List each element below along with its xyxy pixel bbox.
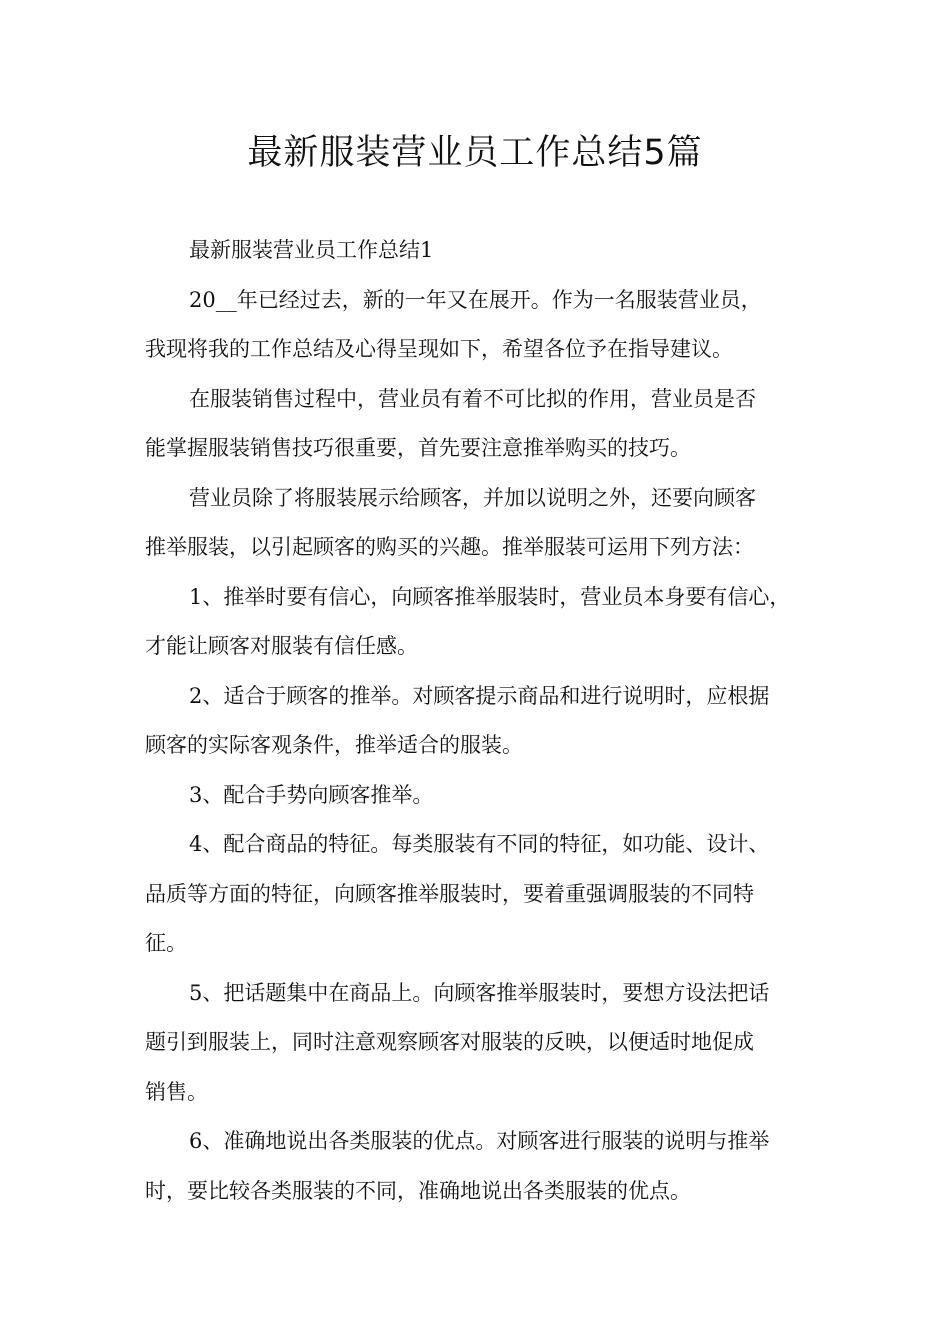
paragraph-line: 20__年已经过去，新的一年又在展开。作为一名服装营业员，: [189, 287, 762, 312]
paragraph-line: 题引到服装上，同时注意观察顾客对服装的反映，以便适时地促成: [145, 1030, 754, 1054]
document-body: [145, 226, 809, 1216]
paragraph-line: 时，要比较各类服装的不同，准确地说出各类服装的优点。: [145, 1178, 691, 1203]
paragraph-1: [145, 276, 809, 375]
paragraph-2: [145, 375, 809, 474]
section-heading: 最新服装营业员工作总结1: [189, 238, 434, 262]
paragraph-line: 6、准确地说出各类服装的优点。对顾客进行服装的说明与推举: [189, 1129, 770, 1153]
paragraph-line: 2、适合于顾客的推举。对顾客提示商品和进行说明时，应根据: [189, 683, 770, 708]
paragraph-line: 推举服装，以引起顾客的购买的兴趣。推举服装可运用下列方法：: [145, 535, 754, 559]
paragraph-line: 才能让顾客对服装有信任感。: [145, 634, 418, 658]
paragraph-3: [145, 474, 809, 573]
paragraph-line: 品质等方面的特征，向顾客推举服装时，要着重强调服装的不同特: [145, 881, 754, 906]
paragraph-line: 在服装销售过程中，营业员有着不可比拟的作用，营业员是否: [189, 386, 756, 411]
paragraph-line: 顾客的实际客观条件，推举适合的服装。: [145, 733, 523, 757]
paragraph-line: 我现将我的工作总结及心得呈现如下，希望各位予在指导建议。: [145, 337, 733, 361]
paragraph-line: 营业员除了将服装展示给顾客，并加以说明之外，还要向顾客: [189, 485, 756, 510]
paragraph-line: 5、把话题集中在商品上。向顾客推举服装时，要想方设法把话: [189, 980, 770, 1005]
paragraph-7: [145, 820, 809, 969]
paragraph-8: [145, 969, 809, 1118]
document-title: 最新服装营业员工作总结5篇: [247, 133, 703, 173]
paragraph-6: [145, 771, 809, 821]
paragraph-9: [145, 1117, 809, 1216]
paragraph-line: 征。: [145, 931, 187, 955]
paragraph-line: 1、推举时要有信心，向顾客推举服装时，营业员本身要有信心，: [189, 584, 791, 609]
paragraph-line: 能掌握服装销售技巧很重要，首先要注意推举购买的技巧。: [145, 436, 691, 460]
paragraph-line: 销售。: [145, 1079, 208, 1104]
paragraph-line: 4、配合商品的特征。每类服装有不同的特征，如功能、设计、: [189, 832, 770, 856]
paragraph-4: [145, 573, 809, 672]
paragraph-line: 3、配合手势向顾客推举。: [189, 782, 434, 807]
paragraph-5: [145, 672, 809, 771]
